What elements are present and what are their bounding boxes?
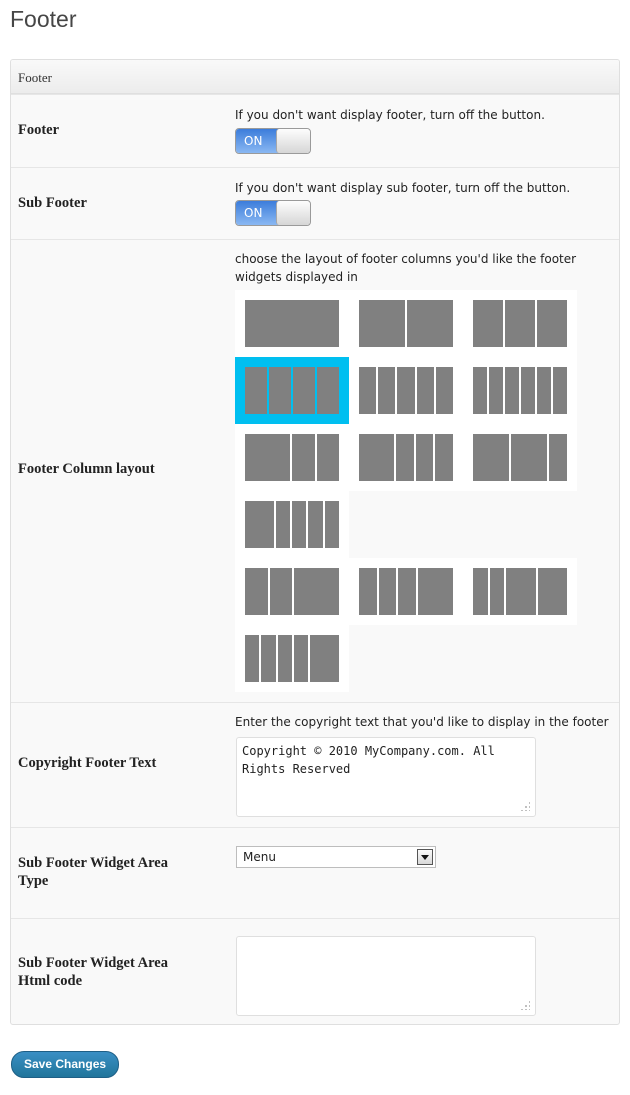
- layout-column: [378, 367, 395, 414]
- layout-column: [407, 300, 453, 347]
- layout-column: [359, 300, 405, 347]
- layout-option[interactable]: [463, 357, 577, 424]
- layout-column: [359, 434, 394, 481]
- layout-column: [325, 501, 339, 548]
- layout-column: [276, 501, 290, 548]
- layout-columns: [245, 501, 339, 548]
- layout-column: [490, 568, 505, 615]
- layout-columns: [245, 635, 339, 682]
- layout-column: [396, 434, 414, 481]
- footer-toggle-row: [11, 94, 619, 167]
- layout-option[interactable]: [349, 424, 463, 491]
- layout-column: [473, 434, 509, 481]
- layout-columns: [359, 568, 453, 615]
- layout-column: [359, 568, 377, 615]
- layout-option[interactable]: [349, 357, 463, 424]
- layout-option[interactable]: [235, 357, 349, 424]
- layout-column: [416, 434, 434, 481]
- toggle-on-label: ON: [236, 129, 280, 153]
- description-line-1: choose the layout of footer columns you'd like the footer: [235, 252, 577, 266]
- layout-column: [310, 635, 339, 682]
- layout-column: [506, 568, 535, 615]
- description-line-2: widgets displayed in: [235, 270, 358, 284]
- layout-column: [278, 635, 292, 682]
- layout-columns: [473, 434, 567, 481]
- layout-columns: [245, 568, 339, 615]
- sub-footer-description: If you don't want display sub footer, turn off the button.: [235, 181, 571, 195]
- layout-column: [397, 367, 414, 414]
- copyright-textarea[interactable]: [236, 737, 536, 817]
- layout-column: [293, 367, 315, 414]
- layout-columns: [473, 568, 567, 615]
- layout-column: [511, 434, 547, 481]
- layout-option[interactable]: [235, 491, 349, 558]
- save-changes-button[interactable]: Save Changes: [11, 1051, 119, 1078]
- layout-column: [379, 568, 397, 615]
- layout-column: [245, 501, 274, 548]
- widget-area-html-textarea[interactable]: [236, 936, 536, 1016]
- layout-column: [418, 568, 453, 615]
- layout-columns: [473, 300, 567, 347]
- layout-option[interactable]: [235, 290, 349, 357]
- layout-column: [473, 367, 487, 414]
- copyright-label: Copyright Footer Text: [18, 755, 157, 771]
- layout-column: [245, 434, 290, 481]
- layout-column: [549, 434, 567, 481]
- layout-column: [270, 568, 293, 615]
- layout-column: [317, 434, 340, 481]
- layout-column: [473, 300, 503, 347]
- label-line-1: Sub Footer Widget Area: [18, 955, 168, 971]
- layout-column: [269, 367, 291, 414]
- label-line-2: Html code: [18, 973, 83, 989]
- layout-option[interactable]: [235, 625, 349, 692]
- copyright-line-2: Rights Reserved: [242, 762, 351, 776]
- footer-label: Footer: [18, 122, 60, 138]
- layout-column: [359, 367, 376, 414]
- layout-option[interactable]: [463, 558, 577, 625]
- layout-column: [292, 501, 306, 548]
- layout-column: [436, 367, 453, 414]
- toggle-on-label: ON: [236, 201, 280, 225]
- copyright-row: [11, 702, 619, 827]
- layout-columns: [359, 367, 453, 414]
- layout-column: [553, 367, 567, 414]
- layout-column: [294, 568, 339, 615]
- layout-column: [537, 367, 551, 414]
- footer-toggle[interactable]: [235, 128, 311, 154]
- layout-column: [294, 635, 308, 682]
- sub-footer-toggle[interactable]: [235, 200, 311, 226]
- layout-option[interactable]: [463, 424, 577, 491]
- page-title: Footer: [10, 6, 77, 32]
- layout-column: [245, 300, 339, 347]
- widget-area-type-select[interactable]: [236, 846, 436, 868]
- layout-column: [435, 434, 453, 481]
- layout-column: [537, 300, 567, 347]
- sub-footer-label: Sub Footer: [18, 195, 87, 211]
- layout-column: [538, 568, 567, 615]
- layout-columns: [245, 300, 339, 347]
- copyright-line-1: Copyright © 2010 MyCompany.com. All: [242, 744, 495, 758]
- widget-area-type-row: [11, 827, 619, 918]
- widget-area-type-label: [18, 854, 218, 890]
- resize-grip-icon[interactable]: [520, 801, 530, 811]
- layout-column: [292, 434, 315, 481]
- toggle-knob: [276, 129, 310, 153]
- copyright-description: Enter the copyright text that you'd like to display in the footer: [235, 715, 609, 729]
- chevron-down-icon[interactable]: [417, 849, 433, 865]
- layout-column: [505, 367, 519, 414]
- label-line-2: Type: [18, 873, 49, 889]
- panel-header: Footer: [11, 60, 619, 94]
- layout-columns: [359, 434, 453, 481]
- layout-column: [521, 367, 535, 414]
- layout-column: [308, 501, 322, 548]
- layout-option[interactable]: [349, 290, 463, 357]
- layout-columns: [473, 367, 567, 414]
- layout-columns: [245, 434, 339, 481]
- layout-option[interactable]: [235, 424, 349, 491]
- layout-columns: [359, 300, 453, 347]
- column-layout-row: [11, 239, 619, 702]
- layout-option[interactable]: [235, 558, 349, 625]
- layout-option[interactable]: [463, 290, 577, 357]
- layout-column: [317, 367, 339, 414]
- layout-column: [261, 635, 275, 682]
- footer-description: If you don't want display footer, turn off the button.: [235, 108, 545, 122]
- layout-column: [245, 635, 259, 682]
- layout-column: [473, 568, 488, 615]
- column-layout-description: [235, 250, 576, 286]
- footer-settings-panel: [10, 59, 620, 1025]
- resize-grip-icon[interactable]: [520, 1000, 530, 1010]
- layout-column: [245, 367, 267, 414]
- layout-column: [505, 300, 535, 347]
- column-layout-label: Footer Column layout: [18, 461, 155, 477]
- layout-columns: [245, 367, 339, 414]
- select-value: Menu: [243, 850, 276, 864]
- layout-option[interactable]: [349, 558, 463, 625]
- layout-column: [398, 568, 416, 615]
- widget-area-html-row: [11, 918, 619, 1025]
- layout-column: [417, 367, 434, 414]
- toggle-knob: [276, 201, 310, 225]
- sub-footer-toggle-row: [11, 167, 619, 239]
- label-line-1: Sub Footer Widget Area: [18, 855, 168, 871]
- layout-column: [245, 568, 268, 615]
- widget-area-html-label: [18, 954, 218, 990]
- layout-column: [489, 367, 503, 414]
